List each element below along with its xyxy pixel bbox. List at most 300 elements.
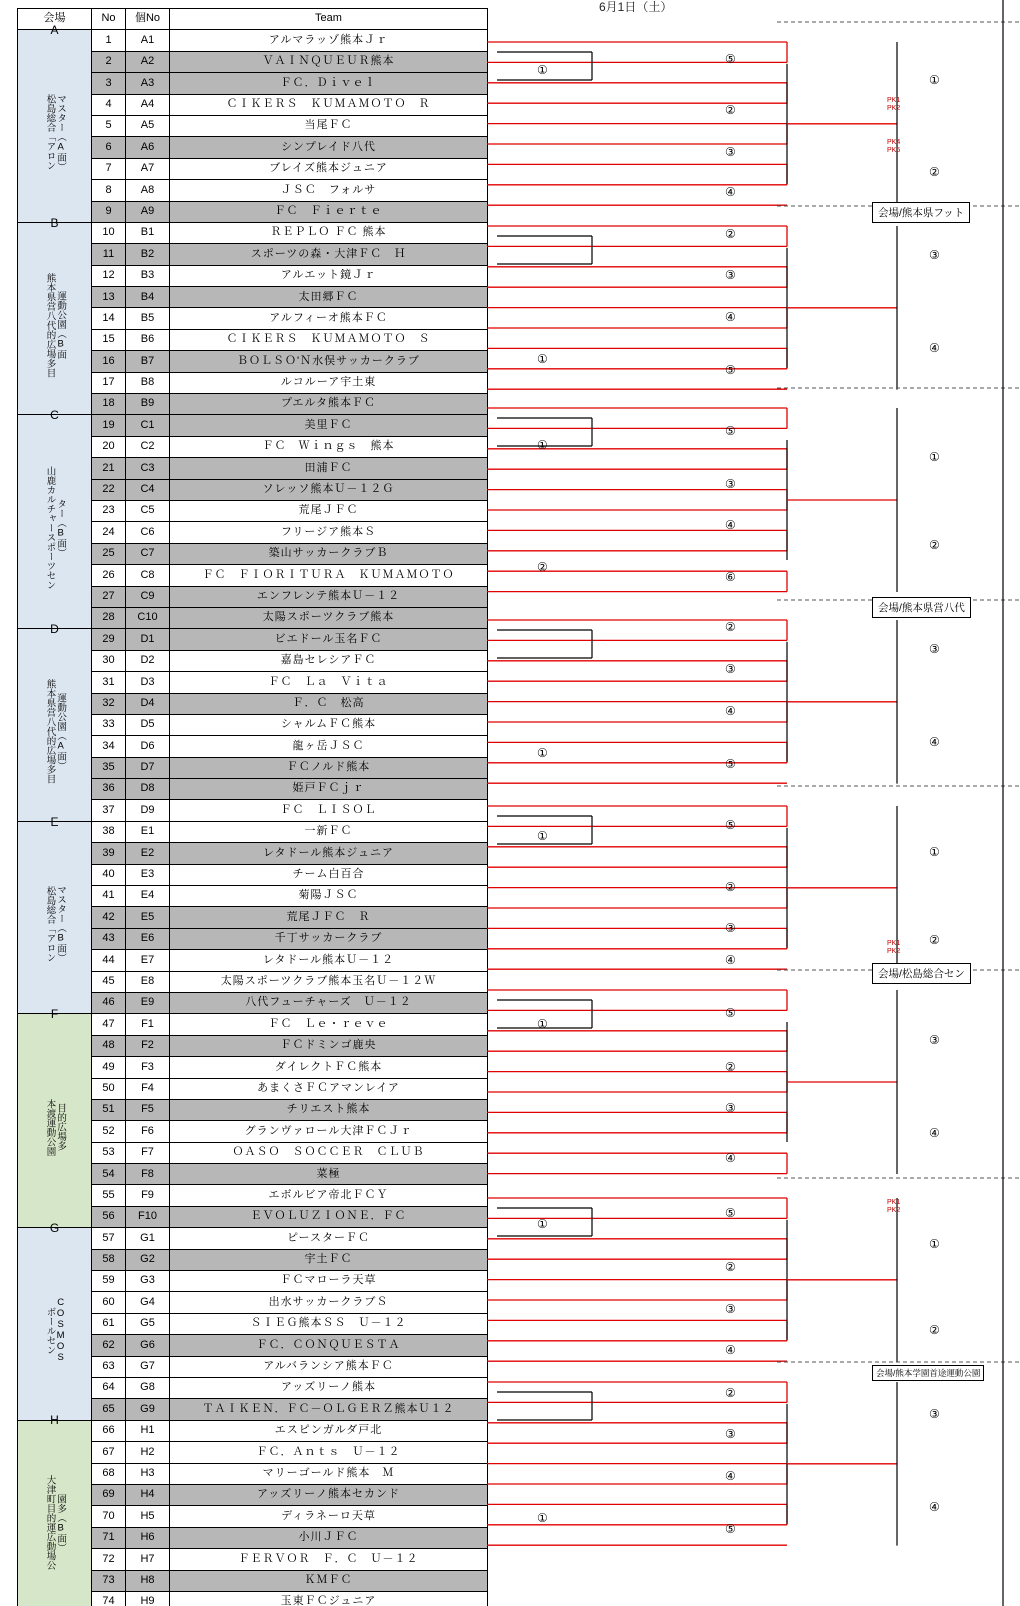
cell-no: 38 — [92, 821, 126, 842]
cell-kno: E9 — [126, 992, 170, 1013]
cell-team: ＣＩＫＥＲＳ ＫＵＭＡＭＯＴＯ Ｒ — [170, 94, 488, 115]
venue-text-col-2: 山鹿カルチャースポーツセン — [44, 466, 56, 590]
cell-team: シャルムＦＣ熊本 — [170, 714, 488, 735]
cell-no: 28 — [92, 607, 126, 628]
venue-note-box: 会場/松島総合セン — [872, 963, 971, 984]
cell-kno: A3 — [126, 73, 170, 94]
venue-text-col-2: 熊本県営八代的広場多目 — [44, 679, 56, 784]
cell-kno: G7 — [126, 1356, 170, 1377]
venue-cell-f — [18, 1007, 92, 1228]
cell-team: エボルビア帝北ＦＣＹ — [170, 1185, 488, 1206]
cell-team: レタドール熊本ジュニア — [170, 843, 488, 864]
cell-team: アルバランシア熊本ＦＣ — [170, 1356, 488, 1377]
match-number: ④ — [725, 704, 736, 718]
venue-cell-c — [18, 408, 92, 629]
cell-kno: C8 — [126, 565, 170, 586]
cell-no: 55 — [92, 1185, 126, 1206]
table-row — [18, 1014, 488, 1035]
match-number: ④ — [725, 953, 736, 967]
cell-team: ディラネーロ天草 — [170, 1506, 488, 1527]
pk-label: PK4 — [887, 139, 901, 146]
venue-text-col-1: 運動公園（B面 — [55, 290, 67, 359]
cell-no: 60 — [92, 1292, 126, 1313]
cell-team: ＦＣ ＦＩＯＲＩＴＵＲＡ ＫＵＭＡＭＯＴＯ — [170, 565, 488, 586]
cell-team: アルフィーオ熊本ＦＣ — [170, 308, 488, 329]
cell-kno: C10 — [126, 607, 170, 628]
cell-team: チーム白百合 — [170, 864, 488, 885]
cell-kno: B2 — [126, 244, 170, 265]
cell-no: 23 — [92, 500, 126, 521]
cell-no: 36 — [92, 779, 126, 800]
cell-team: 宇土ＦＣ — [170, 1249, 488, 1270]
match-number: ③ — [725, 921, 736, 935]
cell-no: 34 — [92, 736, 126, 757]
cell-no: 8 — [92, 180, 126, 201]
cell-kno: H9 — [126, 1591, 170, 1606]
cell-kno: E4 — [126, 886, 170, 907]
match-number: ⑤ — [725, 1522, 736, 1536]
cell-no: 52 — [92, 1121, 126, 1142]
cell-kno: C2 — [126, 436, 170, 457]
cell-no: 12 — [92, 265, 126, 286]
cell-no: 69 — [92, 1484, 126, 1505]
bracket-area — [487, 0, 1020, 1606]
venue-cell-d — [18, 622, 92, 822]
cell-no: 39 — [92, 843, 126, 864]
cell-kno: F3 — [126, 1057, 170, 1078]
cell-no: 5 — [92, 115, 126, 136]
cell-kno: F8 — [126, 1164, 170, 1185]
pk-label: PK1 — [887, 97, 901, 104]
cell-kno: A5 — [126, 115, 170, 136]
cell-no: 67 — [92, 1442, 126, 1463]
match-number: ① — [929, 1237, 940, 1251]
cell-kno: G9 — [126, 1399, 170, 1420]
match-number: ① — [537, 746, 548, 760]
cell-no: 32 — [92, 693, 126, 714]
group-letter: B — [50, 215, 59, 230]
venue-note-box: 会場/熊本学園首途運動公園 — [872, 1365, 984, 1381]
match-number: ⑤ — [725, 757, 736, 771]
cell-kno: F7 — [126, 1142, 170, 1163]
venue-text-col-2: 本渡運動公園 — [44, 1098, 56, 1156]
cell-kno: B7 — [126, 351, 170, 372]
cell-no: 56 — [92, 1206, 126, 1227]
match-number: ② — [929, 933, 940, 947]
cell-team: マリーゴールド熊本 Ｍ — [170, 1463, 488, 1484]
cell-team: あまくさＦＣアマンレイア — [170, 1078, 488, 1099]
match-number: ⑤ — [725, 424, 736, 438]
venue-text-col-2: ボールセン — [44, 1306, 56, 1355]
table-row — [18, 30, 488, 51]
cell-no: 49 — [92, 1057, 126, 1078]
match-number: ④ — [929, 341, 940, 355]
cell-team: 当尾ＦＣ — [170, 115, 488, 136]
pk-label: PK2 — [887, 948, 901, 955]
venue-text-col-1: マスター（A面） — [55, 93, 67, 172]
match-number: ③ — [929, 248, 940, 262]
cell-team: チリエスト熊本 — [170, 1099, 488, 1120]
cell-team: プエルタ熊本ＦＣ — [170, 394, 488, 415]
match-number: ② — [929, 1323, 940, 1337]
cell-no: 46 — [92, 992, 126, 1013]
match-number: ④ — [725, 185, 736, 199]
cell-team: Ｆ．Ｃ 松高 — [170, 693, 488, 714]
cell-kno: F10 — [126, 1206, 170, 1227]
cell-no: 26 — [92, 565, 126, 586]
cell-kno: D2 — [126, 650, 170, 671]
cell-team: ＦＣ Ｆｉｅｒｔｅ — [170, 201, 488, 222]
cell-no: 63 — [92, 1356, 126, 1377]
cell-no: 20 — [92, 436, 126, 457]
cell-no: 11 — [92, 244, 126, 265]
cell-team: ＫＭＦＣ — [170, 1570, 488, 1591]
venue-text-col-1: 運動公園（A面） — [55, 692, 67, 771]
match-number: ② — [725, 1386, 736, 1400]
cell-team: ＢＯＬＳＯ'Ｎ水俣サッカークラブ — [170, 351, 488, 372]
match-number: ① — [537, 352, 548, 366]
venue-text-col-2: 熊本県営八代的広場多目 — [44, 272, 56, 378]
match-number: ④ — [929, 1126, 940, 1140]
cell-team: ブレイズ熊本ジュニア — [170, 158, 488, 179]
venue-text-col-1: マスター（B面） — [55, 885, 67, 963]
cell-kno: A7 — [126, 158, 170, 179]
cell-no: 59 — [92, 1271, 126, 1292]
cell-team: ＦＣドミンゴ鹿央 — [170, 1035, 488, 1056]
cell-no: 29 — [92, 629, 126, 650]
cell-kno: H1 — [126, 1420, 170, 1441]
group-letter: G — [49, 1220, 60, 1235]
venue-cell-h — [18, 1413, 92, 1606]
cell-kno: E8 — [126, 971, 170, 992]
match-number: ③ — [725, 477, 736, 491]
cell-team: 姫戸ＦＣｊｒ — [170, 779, 488, 800]
cell-team: ＶＡＩＮＱＵＥＵＲ熊本 — [170, 51, 488, 72]
cell-team: ＴＡＩＫＥＮ．ＦＣ－ＯＬＧＥＲＺ熊本Ｕ１２ — [170, 1399, 488, 1420]
cell-no: 70 — [92, 1506, 126, 1527]
match-number: ④ — [929, 735, 940, 749]
cell-team: ＣＩＫＥＲＳ ＫＵＭＡＭＯＴＯ Ｓ — [170, 329, 488, 350]
match-number: ⑤ — [725, 818, 736, 832]
cell-no: 53 — [92, 1142, 126, 1163]
match-number: ① — [537, 829, 548, 843]
cell-team: ＦＥＲＶＯＲ Ｆ．Ｃ Ｕ－１２ — [170, 1549, 488, 1570]
cell-team: 玉東ＦＣジュニア — [170, 1591, 488, 1606]
table-row — [18, 1420, 488, 1441]
match-number: ② — [725, 1060, 736, 1074]
cell-team: 太陽スポーツクラブ熊本玉名Ｕ－１２Ｗ — [170, 971, 488, 992]
cell-no: 62 — [92, 1335, 126, 1356]
cell-team: アッズリーノ熊本セカンド — [170, 1484, 488, 1505]
cell-team: 出水サッカークラブＳ — [170, 1292, 488, 1313]
cell-kno: G4 — [126, 1292, 170, 1313]
cell-team: アッズリーノ熊本 — [170, 1378, 488, 1399]
cell-team: 菜極 — [170, 1164, 488, 1185]
cell-kno: B5 — [126, 308, 170, 329]
cell-no: 54 — [92, 1164, 126, 1185]
group-letter: H — [50, 1413, 59, 1428]
cell-kno: A9 — [126, 201, 170, 222]
cell-no: 6 — [92, 137, 126, 158]
cell-team: ＪＳＣ フォルサ — [170, 180, 488, 201]
cell-kno: E5 — [126, 907, 170, 928]
pk-label: PK2 — [887, 105, 901, 112]
venue-cell-e — [18, 814, 92, 1014]
match-number: ④ — [725, 1469, 736, 1483]
cell-team: ＦＣ Ｌｅ・ｒｅｖｅ — [170, 1014, 488, 1035]
cell-kno: D9 — [126, 800, 170, 821]
match-number: ① — [537, 1511, 548, 1525]
cell-team: 千丁サッカークラブ — [170, 928, 488, 949]
cell-kno: B4 — [126, 287, 170, 308]
cell-no: 7 — [92, 158, 126, 179]
cell-kno: D4 — [126, 693, 170, 714]
cell-kno: G8 — [126, 1378, 170, 1399]
cell-no: 13 — [92, 287, 126, 308]
cell-kno: H8 — [126, 1570, 170, 1591]
cell-kno: A2 — [126, 51, 170, 72]
cell-kno: C6 — [126, 522, 170, 543]
cell-no: 31 — [92, 672, 126, 693]
cell-kno: B9 — [126, 394, 170, 415]
cell-kno: C4 — [126, 479, 170, 500]
cell-kno: H2 — [126, 1442, 170, 1463]
cell-kno: G2 — [126, 1249, 170, 1270]
cell-no: 40 — [92, 864, 126, 885]
cell-team: ＥＶＯＬＵＺＩＯＮＥ．ＦＣ — [170, 1206, 488, 1227]
cell-kno: H6 — [126, 1527, 170, 1548]
cell-no: 71 — [92, 1527, 126, 1548]
match-number: ② — [537, 560, 548, 574]
cell-kno: G3 — [126, 1271, 170, 1292]
cell-no: 43 — [92, 928, 126, 949]
match-number: ③ — [929, 642, 940, 656]
cell-team: スポーツの森・大津ＦＣ Ｈ — [170, 244, 488, 265]
match-number: ④ — [929, 1500, 940, 1514]
cell-kno: B8 — [126, 372, 170, 393]
cell-no: 4 — [92, 94, 126, 115]
cell-team: フリージア熊本Ｓ — [170, 522, 488, 543]
cell-team: レタドール熊本Ｕ－１２ — [170, 950, 488, 971]
cell-team: ＦＣ．ＣＯＮＱＵＥＳＴＡ — [170, 1335, 488, 1356]
match-number: ③ — [725, 268, 736, 282]
cell-no: 25 — [92, 543, 126, 564]
table-row — [18, 1228, 488, 1249]
cell-team: ルコルーア宇土東 — [170, 372, 488, 393]
cell-no: 50 — [92, 1078, 126, 1099]
cell-no: 47 — [92, 1014, 126, 1035]
cell-no: 18 — [92, 394, 126, 415]
cell-kno: D7 — [126, 757, 170, 778]
cell-team: アルエット鏡Ｊｒ — [170, 265, 488, 286]
cell-kno: C5 — [126, 500, 170, 521]
table-row — [18, 629, 488, 650]
match-number: ⑤ — [725, 1006, 736, 1020]
cell-team: ＯＡＳＯ ＳＯＣＣＥＲ ＣＬＵＢ — [170, 1142, 488, 1163]
cell-no: 3 — [92, 73, 126, 94]
match-number: ③ — [725, 1302, 736, 1316]
group-letter: D — [50, 622, 59, 637]
cell-kno: C9 — [126, 586, 170, 607]
cell-team: 一新ＦＣ — [170, 821, 488, 842]
cell-kno: F4 — [126, 1078, 170, 1099]
cell-team: 田浦ＦＣ — [170, 458, 488, 479]
venue-text-col-1: 目的広場多 — [55, 1103, 67, 1151]
cell-kno: G6 — [126, 1335, 170, 1356]
cell-no: 24 — [92, 522, 126, 543]
cell-no: 45 — [92, 971, 126, 992]
match-number: ⑤ — [725, 363, 736, 377]
cell-no: 68 — [92, 1463, 126, 1484]
match-number: ⑤ — [725, 52, 736, 66]
cell-kno: D6 — [126, 736, 170, 757]
match-number: ② — [725, 880, 736, 894]
pk-label: PK5 — [887, 147, 901, 154]
match-number: ④ — [725, 1343, 736, 1357]
match-number: ⑥ — [725, 570, 736, 584]
match-number: ② — [725, 103, 736, 117]
cell-kno: E1 — [126, 821, 170, 842]
cell-team: ソレッソ熊本Ｕ－１２Ｇ — [170, 479, 488, 500]
cell-no: 35 — [92, 757, 126, 778]
match-number: ① — [929, 450, 940, 464]
cell-kno: G1 — [126, 1228, 170, 1249]
cell-no: 58 — [92, 1249, 126, 1270]
cell-no: 51 — [92, 1099, 126, 1120]
cell-no: 30 — [92, 650, 126, 671]
match-number: ④ — [725, 518, 736, 532]
cell-team: ＦＣ ＬＩＳＯＬ — [170, 800, 488, 821]
cell-team: ピースターＦＣ — [170, 1228, 488, 1249]
cell-no: 44 — [92, 950, 126, 971]
cell-team: 築山サッカークラブＢ — [170, 543, 488, 564]
cell-no: 64 — [92, 1378, 126, 1399]
cell-no: 19 — [92, 415, 126, 436]
cell-kno: G5 — [126, 1313, 170, 1334]
cell-team: ダイレクトＦＣ熊本 — [170, 1057, 488, 1078]
pk-label: PK2 — [887, 1207, 901, 1214]
cell-kno: B3 — [126, 265, 170, 286]
group-letter: A — [50, 23, 59, 38]
cell-team: ＦＣ Ｗｉｎｇｓ 熊本 — [170, 436, 488, 457]
match-number: ① — [929, 845, 940, 859]
cell-kno: F1 — [126, 1014, 170, 1035]
cell-team: ＦＣ．Ａｎｔｓ Ｕ－１２ — [170, 1442, 488, 1463]
cell-team: 八代フューチャーズ Ｕ－１２ — [170, 992, 488, 1013]
cell-kno: F5 — [126, 1099, 170, 1120]
cell-no: 66 — [92, 1420, 126, 1441]
venue-cell-g — [18, 1220, 92, 1421]
cell-no: 65 — [92, 1399, 126, 1420]
cell-team: ＲＥＰＬＯ ＦＣ 熊本 — [170, 222, 488, 243]
cell-kno: A1 — [126, 30, 170, 51]
col-header-no: No — [92, 9, 126, 30]
venue-text-col-1: 園多（B面） — [55, 1493, 67, 1553]
cell-kno: F2 — [126, 1035, 170, 1056]
cell-no: 27 — [92, 586, 126, 607]
match-number: ① — [537, 63, 548, 77]
cell-team: ＦＣ Ｌａ Ｖｉｔａ — [170, 672, 488, 693]
cell-team: ビエドール玉名ＦＣ — [170, 629, 488, 650]
cell-kno: E3 — [126, 864, 170, 885]
cell-team: ＦＣマローラ天草 — [170, 1271, 488, 1292]
date-label: 6月1日（土） — [599, 0, 673, 14]
cell-kno: B6 — [126, 329, 170, 350]
cell-team: シンプレイド八代 — [170, 137, 488, 158]
table-row — [18, 415, 488, 436]
match-number: ④ — [725, 1151, 736, 1165]
cell-team: 嘉島セレシアＦＣ — [170, 650, 488, 671]
teams-table — [17, 8, 488, 1606]
cell-kno: H7 — [126, 1549, 170, 1570]
match-number: ② — [725, 620, 736, 634]
cell-no: 2 — [92, 51, 126, 72]
table-row — [18, 821, 488, 842]
cell-no: 22 — [92, 479, 126, 500]
cell-no: 21 — [92, 458, 126, 479]
venue-text-col-2: 松島総合「アロン — [44, 94, 56, 171]
table-body — [18, 23, 488, 1606]
match-number: ④ — [725, 310, 736, 324]
cell-kno: F6 — [126, 1121, 170, 1142]
venue-note-box: 会場/熊本県フット — [872, 202, 970, 223]
cell-no: 1 — [92, 30, 126, 51]
cell-kno: A4 — [126, 94, 170, 115]
cell-kno: D5 — [126, 714, 170, 735]
match-number: ① — [929, 73, 940, 87]
match-number: ③ — [725, 145, 736, 159]
pk-label: PK1 — [887, 940, 901, 947]
cell-no: 41 — [92, 886, 126, 907]
group-letter: F — [50, 1007, 59, 1022]
match-number: ① — [537, 1217, 548, 1231]
cell-team: ＦＣ．Ｄｉｖｅｌ — [170, 73, 488, 94]
cell-kno: H4 — [126, 1484, 170, 1505]
cell-team: 菊陽ＪＳＣ — [170, 886, 488, 907]
cell-kno: H3 — [126, 1463, 170, 1484]
col-header-venue: 会場 — [18, 9, 92, 30]
venue-text-col-1: ター（B面） — [55, 498, 67, 558]
match-number: ⑤ — [725, 1206, 736, 1220]
match-number: ② — [725, 227, 736, 241]
pk-label: PK1 — [887, 1199, 901, 1206]
cell-team: 太陽スポーツクラブ熊本 — [170, 607, 488, 628]
venue-note-box: 会場/熊本県営八代 — [872, 597, 971, 618]
cell-team: ＳＩＥＧ熊本ＳＳ Ｕ－１２ — [170, 1313, 488, 1334]
cell-no: 48 — [92, 1035, 126, 1056]
cell-team: 太田郷ＦＣ — [170, 287, 488, 308]
match-number: ③ — [725, 662, 736, 676]
cell-team: アルマラッゾ熊本Ｊｒ — [170, 30, 488, 51]
group-letter: E — [50, 814, 59, 829]
cell-kno: D3 — [126, 672, 170, 693]
cell-no: 74 — [92, 1591, 126, 1606]
cell-team: 美里ＦＣ — [170, 415, 488, 436]
cell-kno: E2 — [126, 843, 170, 864]
cell-kno: A8 — [126, 180, 170, 201]
cell-team: 小川ＪＦＣ — [170, 1527, 488, 1548]
cell-kno: E6 — [126, 928, 170, 949]
venue-text-col-2: 大津町目的運広動場公 — [44, 1475, 56, 1571]
cell-no: 42 — [92, 907, 126, 928]
match-number: ② — [725, 1260, 736, 1274]
venue-cell-b — [18, 215, 92, 415]
cell-team: ＦＣノルド熊本 — [170, 757, 488, 778]
match-number: ① — [537, 1017, 548, 1031]
table-row — [18, 222, 488, 243]
cell-kno: D1 — [126, 629, 170, 650]
match-number: ③ — [929, 1407, 940, 1421]
